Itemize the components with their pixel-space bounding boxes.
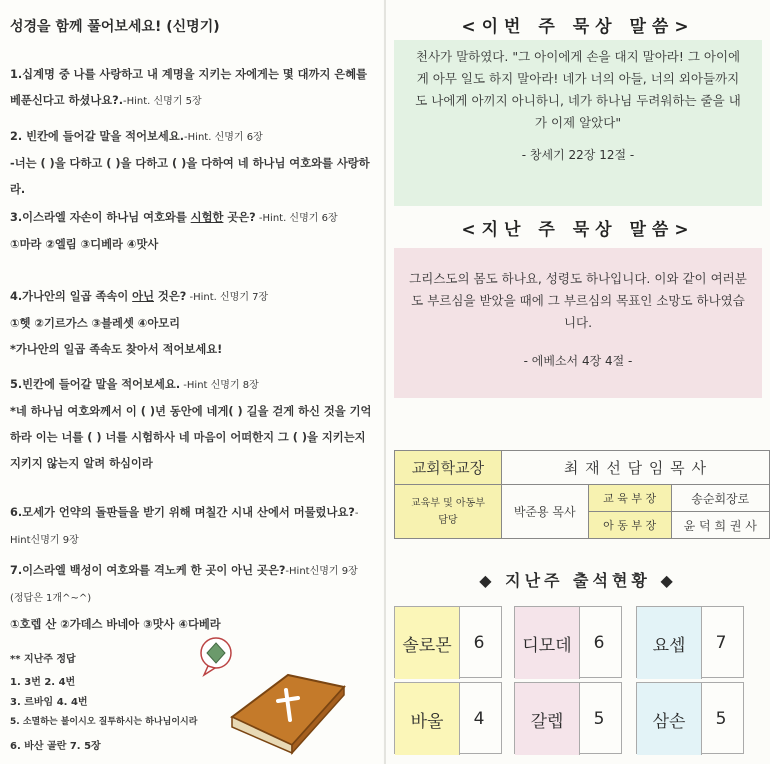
attendance-cell <box>394 606 502 678</box>
dept-label: 교육부 및 아동부 담당 <box>395 485 502 539</box>
question-4-options: ①헷 ②기르가스 ③블레셋 ④아모리 <box>10 317 181 330</box>
last-week-verse: 그리스도의 몸도 하나요, 성령도 하나입니다. 이와 같이 여러분도 부르심을 받았을 때에 그 부르심의 목표인 소망도 하나였습니다. <box>409 271 747 330</box>
class-name: 디모데 <box>515 607 580 679</box>
question-7: 7.이스라엘 백성이 여호와를 격노케 한 곳이 아닌 곳은?-Hint신명기 9장 (정답은 1개^~^) ①호렙 산 ②가데스 바네아 ③맛사 ④다베라 <box>10 564 358 631</box>
question-4-note: *가나안의 일곱 족속도 찾아서 적어보세요! <box>10 343 223 356</box>
last-week-verse-box <box>394 248 762 398</box>
quiz-title: 성경을 함께 풀어보세요! (신명기) <box>10 19 220 35</box>
class-count: 5 <box>715 709 727 729</box>
class-name: 솔로몬 <box>395 607 460 679</box>
bulletin-panel <box>386 0 770 764</box>
question-2: 2. 빈칸에 들어갈 말을 적어보세요.-Hint. 신명기 6장 -너는 ( )을 다하고 ( )을 다하고 ( )을 다하여 네 하나님 여호와를 사랑하라. <box>10 130 370 196</box>
principal-label: 교회학교장 <box>395 451 502 485</box>
answers-title: ** 지난주 정답 <box>10 654 76 665</box>
question-5: 5.빈칸에 들어갈 말을 적어보세요. -Hint 신명기 8장 *네 하나님 여호와께서 이 ( )년 동안에 네게( ) 길을 걷게 하신 것을 기억하라 이는 너를 ( ) 너를 시험하사 네 마음이 어떠한지 그 ( )을 지키는지 지키지 않는지 알려 하심이라 <box>10 378 372 470</box>
answers-row-1: 1. 3번 2. 4번 <box>10 677 76 688</box>
answers-row-2: 3. 르바임 4. 4번 <box>10 697 88 708</box>
question-3: 3.이스라엘 자손이 하나님 여호와를 시험한 곳은? -Hint. 신명기 6장 ①마라 ②엘림 ③디베라 ④맛사 <box>10 211 338 251</box>
answers-row-3: 5. 소멸하는 불이시오 질투하시는 하나님이시라 <box>10 717 198 727</box>
this-week-reference: - 창세기 22장 12절 - <box>521 148 635 162</box>
class-name: 바울 <box>395 683 460 755</box>
child-name: 윤 덕 희 권 사 <box>671 512 769 539</box>
principal-name: 최 재 선 담 임 목 사 <box>501 451 769 485</box>
question-1: 1.십계명 중 나를 사랑하고 내 계명을 지키는 자에게는 몇 대까지 은혜를 베푼신다고 하셨나요?.-Hint. 신명기 5장 <box>10 68 368 107</box>
class-name: 요셉 <box>637 607 702 679</box>
class-count: 6 <box>473 633 485 653</box>
edu-label: 교 육 부 장 <box>588 485 671 512</box>
last-week-reference: - 에베소서 4장 4절 - <box>523 354 633 368</box>
question-4: 4.가나안의 일곱 족속이 아닌 것은? -Hint. 신명기 7장 ①헷 ②기르가스 ③블레셋 ④아모리 *가나안의 일곱 족속도 찾아서 적어보세요! <box>10 290 269 356</box>
last-week-header: <지난 주 묵상 말씀> <box>461 220 695 240</box>
attendance-cell <box>636 682 744 754</box>
dept-name: 박준용 목사 <box>501 485 588 539</box>
this-week-verse-box <box>394 40 762 206</box>
class-count: 6 <box>593 633 605 653</box>
question-6: 6.모세가 언약의 돌판들을 받기 위해 며칠간 시내 산에서 머물렀나요?-Hint신명기 9장 <box>10 506 359 546</box>
this-week-header: <이번 주 묵상 말씀> <box>461 17 695 37</box>
quiz-panel <box>0 0 383 764</box>
question-3-options: ①마라 ②엘림 ③디베라 ④맛사 <box>10 238 159 251</box>
child-label: 아 동 부 장 <box>588 512 671 539</box>
class-name: 삼손 <box>637 683 702 755</box>
staff-table <box>394 450 770 539</box>
answers-row-4: 6. 바산 골란 7. 5장 <box>10 741 101 752</box>
attendance-cell <box>394 682 502 754</box>
attendance-cell <box>514 682 622 754</box>
class-count: 5 <box>593 709 605 729</box>
class-count: 7 <box>715 633 727 653</box>
class-name: 갈렙 <box>515 683 580 755</box>
edu-name: 송순회장로 <box>671 485 769 512</box>
class-count: 4 <box>473 709 485 729</box>
speech-bubble-icon <box>201 638 231 675</box>
attendance-cell <box>514 606 622 678</box>
question-7-options: ①호렙 산 ②가데스 바네아 ③맛사 ④다베라 <box>10 618 221 631</box>
attendance-title: ◆ 지난주 출석현황 ◆ <box>479 571 677 590</box>
attendance-cell <box>636 606 744 678</box>
bible-book-icon <box>192 635 352 757</box>
this-week-verse: 천사가 말하였다. "그 아이에게 손을 대지 말아라! 그 아이에게 아무 일도 하지 말아라! 네가 너의 아들, 너의 외아들까지도 나에게 아끼지 아니하니, 네가 하나님 두려워하는 줄을 내가 이제 알았다" <box>415 49 741 130</box>
